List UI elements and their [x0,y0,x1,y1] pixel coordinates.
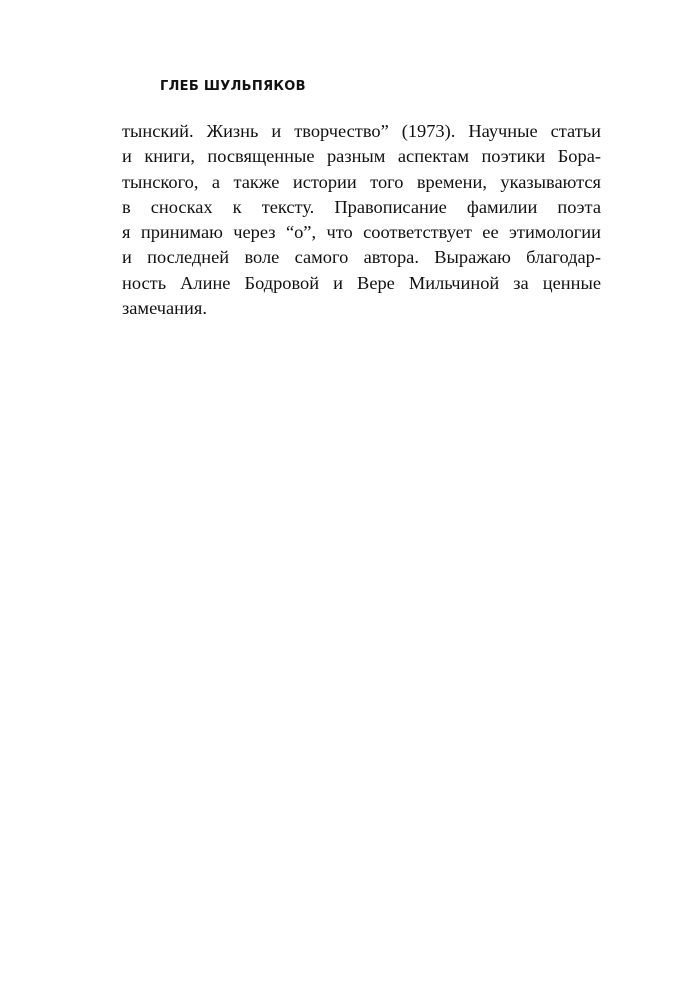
body-paragraph [122,119,601,321]
text-line: тынский. Жизнь и творчество” (1973). Научные статьи [122,121,601,141]
text-line: я принимаю через “о”, что соответствует ее этимологии [122,222,601,243]
text-line: в сносках к тексту. Правописание фамилии поэта [122,196,601,217]
text-line: и книги, посвященные разным аспектам поэтики Бора- [122,146,601,167]
text-line: ность Алине Бодровой и Вере Мильчиной за ценные [122,272,601,293]
text-line: и последней воле самого автора. Выражаю благодар- [122,247,601,268]
text-line-last: замечания. [122,298,207,319]
text-line: тынского, а также истории того времени, указываются [122,171,601,192]
running-head-author: ГЛЕБ ШУЛЬПЯКОВ [160,79,306,94]
